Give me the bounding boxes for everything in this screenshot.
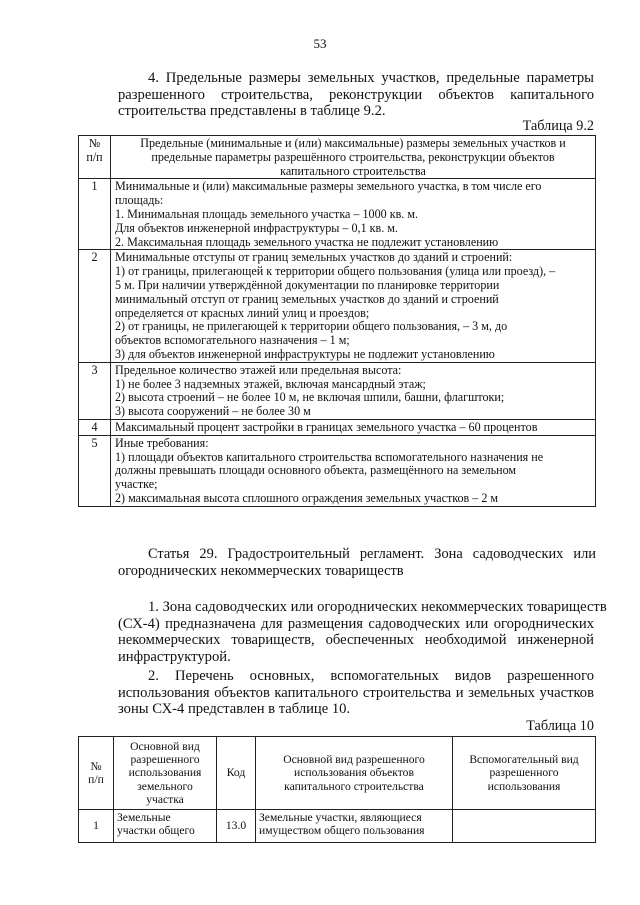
cell-line: 2. Максимальная площадь земельного участка не подлежит установлению [115, 234, 499, 249]
header-line: предельные параметры разрешённого строительства, реконструкции объектов [151, 149, 555, 164]
cell-line: имуществом общего пользования [259, 824, 425, 838]
header-line: Основной вид разрешенного [283, 753, 425, 767]
header-line: использования [128, 766, 202, 780]
cell-line: площадь: [115, 193, 164, 208]
cell-line: Для объектов инженерной инфраструктуры – 0,1 кв. м. [115, 220, 398, 235]
row-number: 1 [79, 810, 114, 843]
cell-line: 2) высота строений – не более 10 м, не включая шпили, башни, флагштоки; [115, 390, 505, 405]
cell-line: Предельное количество этажей или предельная высота: [115, 362, 402, 377]
header-limits [111, 136, 596, 179]
header-line: разрешенного [130, 753, 200, 767]
table-row [79, 435, 596, 506]
header-line: п/п [86, 149, 103, 164]
section-4-paragraph [118, 70, 594, 120]
text-line: (СХ-4) предназначена для размещения садоводческих или огороднических [118, 615, 594, 632]
header-line: использования объектов [294, 766, 414, 780]
row-number: 4 [79, 419, 111, 435]
header-line: № [90, 759, 102, 773]
cell-line: Иные требования: [115, 435, 209, 450]
text-line: 1. Зона садоводческих или огороднических некоммерческих товариществ [148, 599, 607, 615]
header-line: Предельные (минимальные и (или) максимальные) размеры земельных участков и [140, 136, 566, 150]
cell-line: Земельные участки, являющиеся [259, 811, 422, 824]
cell-line: 1. Минимальная площадь земельного участка – 1000 кв. м. [115, 206, 418, 221]
cell-line: 1) от границы, прилегающей к территории общего пользования (улица или проезд), – [115, 264, 556, 279]
row-number: 5 [79, 435, 111, 506]
table-header-row [79, 737, 596, 810]
header-line: Основной вид [130, 739, 200, 753]
text-line: 4. Предельные размеры земельных участков, предельные параметры [148, 70, 594, 86]
header-num [79, 737, 114, 810]
page-number: 53 [313, 36, 327, 51]
cell-line: 3) высота сооружений – не более 30 м [115, 404, 311, 419]
article-29-heading [118, 546, 596, 579]
table-row [79, 362, 596, 419]
table-row [79, 250, 596, 362]
row-number: 1 [79, 179, 111, 250]
cell-line: Максимальный процент застройки в границах земельного участка – 60 процентов [115, 419, 538, 434]
cell-line: 2) максимальная высота сплошного ограждения земельных участков – 2 м [115, 490, 499, 505]
cell-line: 5 м. При наличии утверждённой документации по планировке территории [115, 277, 500, 292]
table-10 [78, 736, 596, 843]
text-line: разрешенного строительства, реконструкции объектов капитального [118, 86, 594, 103]
row-content [111, 419, 596, 435]
text-line: использования объектов капитального строительства и земельных участков [118, 684, 594, 701]
table-row [79, 810, 596, 843]
cell-line: участке; [115, 477, 158, 492]
paragraph-2 [118, 668, 594, 718]
header-code [217, 737, 256, 810]
header-land-use [114, 737, 217, 810]
table-row [79, 419, 596, 435]
text-line: инфраструктурой. [118, 648, 231, 665]
table-row [79, 179, 596, 250]
cell-code: 13.0 [217, 810, 256, 843]
header-line: земельного [137, 779, 193, 793]
header-line: капитального строительства [284, 779, 424, 793]
header-line: капитального строительства [280, 163, 426, 178]
cell-line: объектов вспомогательного назначения – 1 м; [115, 333, 350, 348]
paragraph-1 [118, 599, 607, 665]
table-9-2 [78, 135, 596, 507]
heading-line: Статья 29. Градостроительный регламент. Зона садоводческих или [148, 546, 596, 562]
text-line: зоны СХ-4 представлен в таблице 10. [118, 701, 351, 718]
row-content [111, 250, 596, 362]
cell-line: Минимальные отступы от границ земельных участков до зданий и строений: [115, 250, 513, 265]
cell-line: 2) от границы, не прилегающей к территории общего пользования, – 3 м, до [115, 319, 508, 334]
cell-line: участки общего [117, 824, 195, 838]
header-line: № [88, 136, 101, 150]
cell-land-use [114, 810, 217, 843]
cell-line: Минимальные и (или) максимальные размеры земельного участка, в том числе его [115, 179, 542, 194]
cell-line: должны превышать площади основного объекта, размещённого на земельном [115, 463, 517, 478]
row-content [111, 435, 596, 506]
text-line: некоммерческих товариществ, обеспеченных необходимой инженерной [118, 632, 594, 649]
row-content [111, 362, 596, 419]
heading-line: огороднических некоммерческих товариществ [118, 562, 404, 579]
cell-line: минимальный отступ от границ земельных участков до зданий и строений [115, 291, 499, 306]
row-number: 2 [79, 250, 111, 362]
row-number: 3 [79, 362, 111, 419]
cell-line: Земельные [117, 811, 171, 824]
header-line: участка [146, 792, 184, 806]
header-num [79, 136, 111, 179]
text-line: строительства представлены в таблице 9.2. [118, 103, 386, 120]
table-header-row [79, 136, 596, 179]
table-10-caption: Таблица 10 [526, 718, 594, 734]
cell-line: 1) не более 3 надземных этажей, включая мансардный этаж; [115, 376, 426, 391]
header-line: Код [226, 766, 246, 780]
cell-line: 1) площади объектов капитального строительства вспомогательного назначения не [115, 449, 544, 464]
cell-aux-use [453, 810, 596, 843]
header-aux-use [453, 737, 596, 810]
header-line: использования [487, 779, 561, 793]
text-line: 2. Перечень основных, вспомогательных видов разрешенного [148, 668, 594, 684]
table-9-2-caption: Таблица 9.2 [522, 118, 594, 134]
header-line: Вспомогательный вид [469, 753, 579, 767]
cell-line: определяется от красных линий улиц и проездов; [115, 305, 370, 320]
header-line: п/п [88, 773, 104, 786]
cell-line: 3) для объектов инженерной инфраструктуры не подлежит установлению [115, 346, 495, 361]
cell-capital-use [256, 810, 453, 843]
header-capital-use [256, 737, 453, 810]
header-line: разрешенного [489, 766, 559, 780]
row-content [111, 179, 596, 250]
